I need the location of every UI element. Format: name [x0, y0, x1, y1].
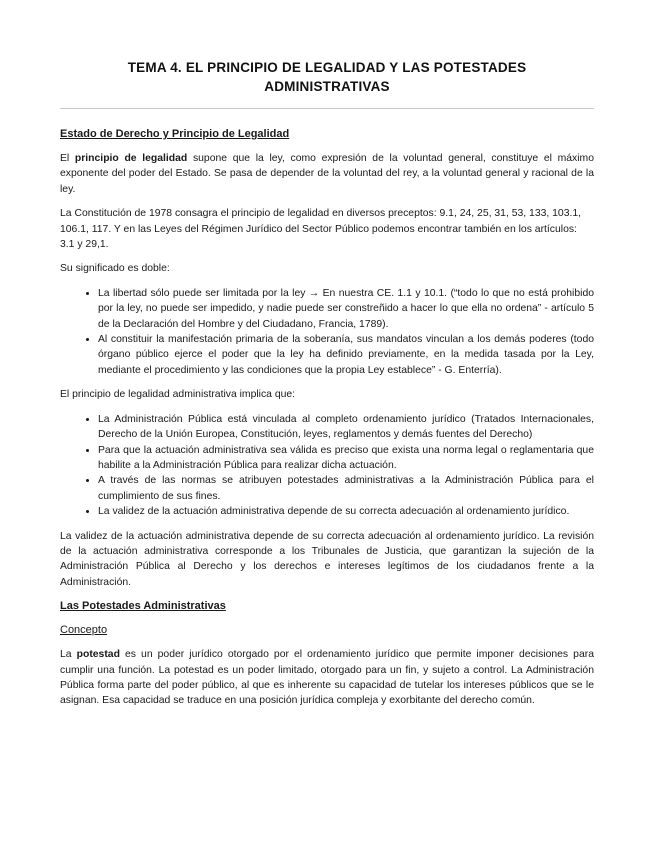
list-item: • La validez de la actuación administrativa depende de su correcta adecuación al ordenamiento jurídico.	[98, 504, 594, 519]
section-heading-potestades: Las Potestades Administrativas	[60, 600, 226, 613]
list-legalidad-administrativa	[60, 412, 594, 520]
list-item: • Al constituir la manifestación primaria de la soberanía, sus mandatos vinculan a los demás poderes (todo órgano público ejerce el poder que la ley ha definido previamente, en la medida tasada por la Ley, mediante el procedimiento y las condiciones que la propia Ley establece” - G. Enterría).	[98, 332, 594, 378]
title-line-2: ADMINISTRATIVAS	[264, 79, 390, 94]
paragraph-lead: El	[60, 153, 75, 164]
bold-term-potestad: potestad	[76, 649, 120, 661]
document-page	[60, 58, 594, 718]
paragraph-principio-legalidad	[60, 151, 594, 197]
list-item: • A través de las normas se atribuyen potestades administrativas a la Administración Pública para el cumplimiento de sus fines.	[98, 473, 594, 504]
paragraph-potestad	[60, 647, 594, 709]
paragraph-significado: Su significado es doble:	[60, 263, 170, 275]
subheading-concepto: Concepto	[60, 624, 108, 637]
title-line-1: TEMA 4. EL PRINCIPIO DE LEGALIDAD Y LAS POTESTADES	[127, 60, 527, 75]
list-item: • Para que la actuación administrativa sea válida es preciso que exista una norma legal o reglamentaria que habilite a la Administración Pública para realizar dicha actuación.	[98, 443, 594, 474]
bold-term-principio-legalidad: principio de legalidad	[74, 153, 188, 164]
title-divider	[60, 108, 594, 109]
list-item: • La libertad sólo puede ser limitada por la ley → En nuestra CE. 1.1 y 10.1. (“todo lo que no está prohibido por la ley, no puede ser impedido, y nadie puede ser constreñido a hacer lo que ella no ordena” - artículo 5 de la Declaración del Hombre y del Ciudadano, Francia, 1789).	[98, 286, 594, 332]
document-title	[60, 58, 594, 96]
paragraph-legalidad-administrativa: El principio de legalidad administrativa implica que:	[60, 389, 296, 401]
paragraph-lead: La	[60, 649, 77, 661]
list-significado	[60, 286, 594, 378]
paragraph-validez: La validez de la actuación administrativa depende de su correcta adecuación al ordenamiento jurídico. La revisión de la actuación administrativa corresponde a los Tribunales de Justicia, que garantizan la sujeción de la Administración Pública al Derecho y los derechos e intereses legítimos de los ciudadanos frente a la Administración.	[60, 530, 594, 588]
list-item: • La Administración Pública está vinculada al completo ordenamiento jurídico (Tratados Internacionales, Derecho de la Unión Europea, Constitución, leyes, reglamentos y demás fuentes del Derecho)	[98, 412, 594, 443]
section-heading-estado-derecho: Estado de Derecho y Principio de Legalidad	[60, 128, 290, 140]
paragraph-rest: es un poder jurídico otorgado por el ordenamiento jurídico que permite imponer decisiones para cumplir una función. La potestad es un poder limitado, otorgado para un fin, y sujeto a control. La Administración Pública forma parte del poder público, al que es inherente su capacidad de tutelar los intereses públicos que se le asignan. Esa capacidad se traduce en una posición jurídica compleja y exorbitante del derecho común.	[60, 649, 594, 707]
paragraph-rest: supone que la ley, como expresión de la voluntad general, constituye el máximo exponente del poder del Estado. Se pasa de depender de la voluntad del rey, a la voluntad general y racional de la ley.	[60, 153, 594, 195]
paragraph-constitucion: La Constitución de 1978 consagra el principio de legalidad en diversos preceptos: 9.1, 24, 25, 31, 53, 133, 103.1, 106.1, 117. Y en las Leyes del Régimen Jurídico del Sector Público podemos encontrar también en los artículos: 3.1 y 29,1.	[60, 208, 582, 251]
